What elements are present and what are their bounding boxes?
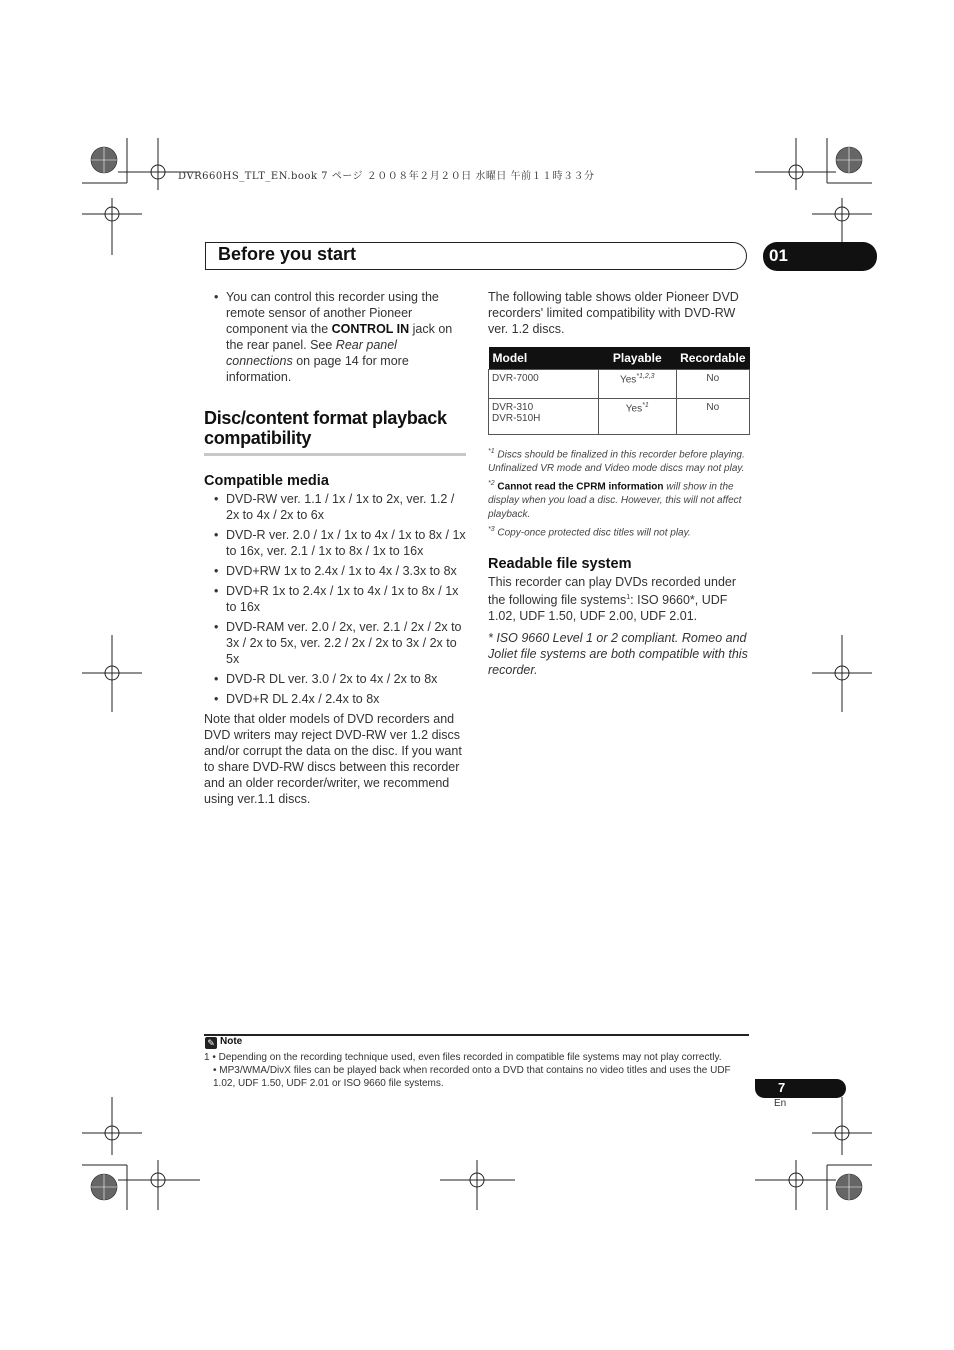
model-name: DVR-7000 <box>492 373 539 384</box>
note-line: 1 • Depending on the recording technique used, even files recorded in compatible file systems may not play correctly. <box>204 1052 722 1063</box>
footnote-mark: *2 <box>488 480 495 488</box>
compatibility-note: Note that older models of DVD recorders and DVD writers may reject DVD-RW ver 1.2 discs and/or corrupt the data on the disc. If you want to share DVD-RW discs between this recorder and an older recorder/writer, we recommend using ver.1.1 discs. <box>204 712 462 806</box>
note-line: • MP3/WMA/DivX files can be played back when recorded onto a DVD that contains no video titles and uses the UDF 1.02, UDF 1.50, UDF 2.01 or ISO 9660 file systems. <box>213 1065 731 1089</box>
intro-text: jack on the rear panel. See <box>226 322 453 352</box>
readable-text: This recorder can play DVDs recorded under the following file systems <box>488 574 737 608</box>
header-recordable: Recordable <box>676 347 749 370</box>
page-number: 7 <box>755 1079 846 1098</box>
readable-text: : ISO 9660*, UDF 1.02, UDF 1.50, UDF 2.00, UDF 2.01. <box>488 593 728 624</box>
footnote-ref: *1,2,3 <box>636 373 655 380</box>
list-item: • DVD+RW 1x to 2.4x / 1x to 4x / 3.3x to 8x <box>204 563 466 579</box>
left-column <box>204 289 466 807</box>
intro-text: You can control this recorder using the remote sensor of another Pioneer component via the <box>226 290 439 336</box>
footnote-ref: *1 <box>642 402 649 409</box>
table-row <box>489 399 750 435</box>
list-item: • DVD-RW ver. 1.1 / 1x / 1x to 2x, ver. 1.2 / 2x to 4x / 2x to 6x <box>204 491 466 523</box>
control-in-label: CONTROL IN <box>331 322 410 336</box>
model-cell <box>489 399 599 435</box>
note-label: Note <box>220 1036 243 1047</box>
model-name: DVR-310 <box>492 402 534 413</box>
table-intro: The following table shows older Pioneer DVD recorders' limited compatibility with DVD-RW ver. 1.2 discs. <box>488 290 739 336</box>
page-language: En <box>774 1098 787 1109</box>
footnote-text: Copy-once protected disc titles will not play. <box>494 527 691 539</box>
footnote-mark: *1 <box>488 448 495 455</box>
model-name: DVR-510H <box>492 413 541 424</box>
footnote <box>488 445 750 475</box>
intro-text: on page 14 for more information. <box>226 354 409 384</box>
footnote-bold: Cannot read the CPRM information <box>497 481 664 493</box>
footnote <box>488 523 750 540</box>
footnote-mark: *3 <box>488 526 495 534</box>
cross-reference: Rear panel connections <box>226 338 397 368</box>
compatible-media-list <box>204 491 466 707</box>
header-model: Model <box>489 347 599 370</box>
model-cell <box>489 370 599 399</box>
recordable-cell: No <box>676 399 749 435</box>
note-text <box>204 1051 752 1090</box>
footnote-text: will show in the display when you load a disc. However, this will not affect playback. <box>488 481 742 520</box>
list-item: • DVD-R DL ver. 3.0 / 2x to 4x / 2x to 8x <box>204 671 466 687</box>
section-title: Disc/content format playback compatibility <box>204 408 447 448</box>
list-item: • DVD+R DL 2.4x / 2.4x to 8x <box>204 691 466 707</box>
playable-value: Yes <box>625 403 643 415</box>
list-item <box>204 289 466 385</box>
list-item: • DVD-RAM ver. 2.0 / 2x, ver. 2.1 / 2x / 2x to 3x / 2x to 5x, ver. 2.2 / 2x / 2x to 3x / 2x to 5x <box>204 619 466 667</box>
playable-value: Yes <box>619 374 637 386</box>
iso-note: * ISO 9660 Level 1 or 2 compliant. Romeo and Joliet file systems are both compatible with this recorder. <box>488 631 748 678</box>
note-rule <box>204 1034 749 1036</box>
playable-cell <box>598 370 676 399</box>
chapter-number: 01 <box>763 242 877 271</box>
header-playable: Playable <box>598 347 676 370</box>
readable-file-system-text <box>488 574 750 624</box>
recordable-cell: No <box>676 370 749 399</box>
pencil-icon: ✎ <box>205 1037 217 1049</box>
list-item: • DVD+R 1x to 2.4x / 1x to 4x / 1x to 8x / 1x to 16x <box>204 583 466 615</box>
compatible-media-title: Compatible media <box>204 473 329 489</box>
intro-bullets <box>204 289 466 385</box>
table-row <box>489 370 750 399</box>
footnote-ref: 1 <box>626 593 631 601</box>
list-item: • DVD-R ver. 2.0 / 1x / 1x to 4x / 1x to 8x / 1x to 16x, ver. 2.1 / 1x to 8x / 1x to 16x <box>204 527 466 559</box>
playable-cell <box>598 399 676 435</box>
compatibility-table <box>488 347 750 435</box>
page-title: Before you start <box>218 244 357 264</box>
footnote-text: Discs should be finalized in this recorder before playing. Unfinalized VR mode and Video mode discs may not play. <box>488 449 745 474</box>
table-header-row <box>489 347 750 370</box>
print-info: DVR660HS_TLT_EN.book 7 ページ ２００８年２月２０日 水曜日 午前１１時３３分 <box>178 171 595 182</box>
readable-file-system-title: Readable file system <box>488 555 632 572</box>
footnote <box>488 477 750 521</box>
right-column <box>488 289 750 678</box>
